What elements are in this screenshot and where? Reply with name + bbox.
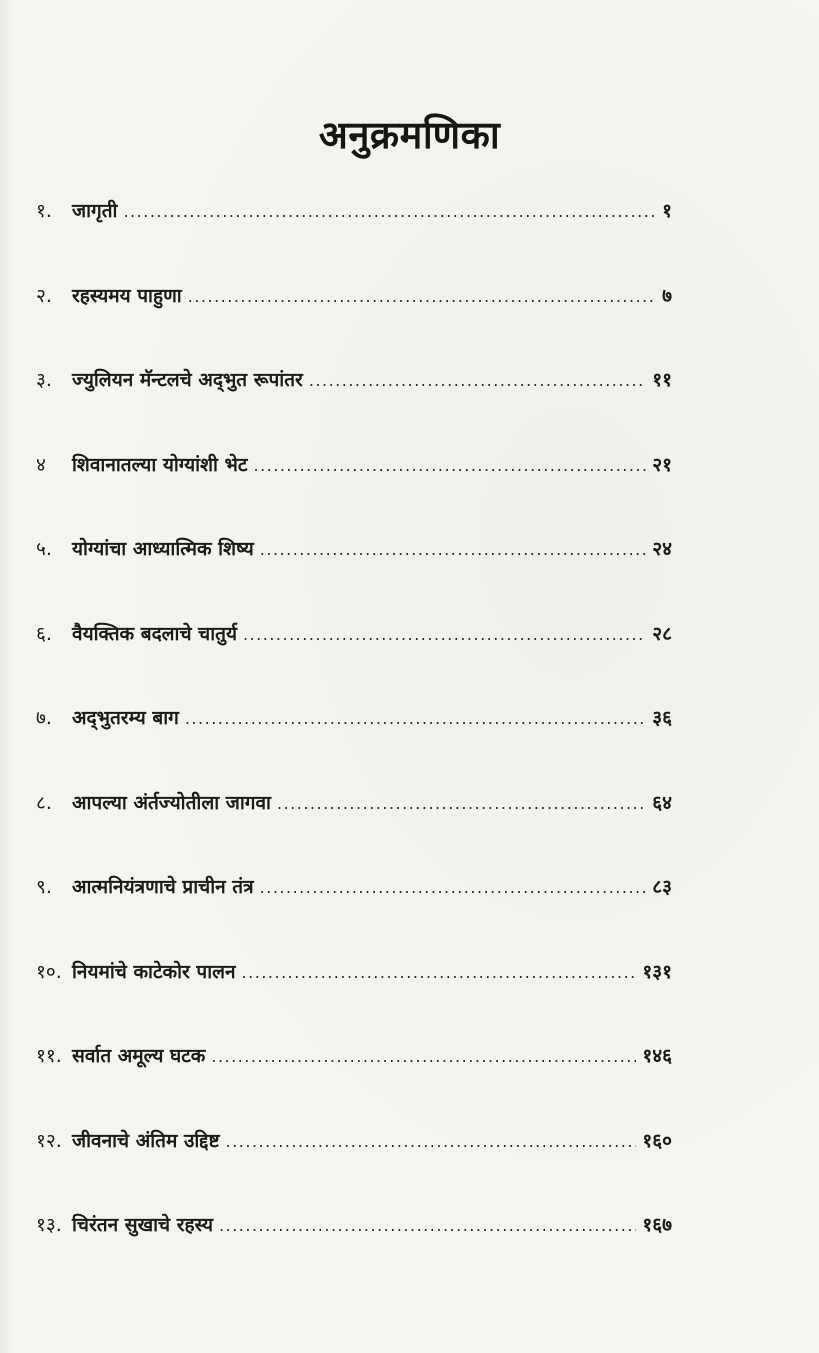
page-number: २१ (652, 453, 672, 476)
dot-leader (219, 1216, 636, 1235)
chapter-title: अद्‌भुतरम्य बाग (72, 707, 179, 729)
toc-entry (36, 1127, 672, 1212)
chapter-title: सर्वात अमूल्य घटक (72, 1045, 206, 1067)
chapter-title: रहस्यमय पाहुणा (72, 284, 182, 307)
page-number: १४६ (642, 1045, 672, 1067)
dot-leader (123, 202, 656, 221)
toc-entry (36, 958, 672, 1043)
chapter-number: ६. (36, 622, 52, 645)
dot-leader (188, 287, 656, 306)
chapter-number: ७. (36, 707, 52, 729)
page-number: १३१ (642, 960, 672, 983)
page-number: १६७ (642, 1214, 672, 1236)
chapter-number: १३. (36, 1214, 62, 1236)
chapter-number: २. (36, 284, 52, 307)
toc-entry (36, 1042, 672, 1127)
dot-leader (309, 371, 646, 390)
toc-entry (36, 535, 672, 620)
chapter-title: आत्मनियंत्रणाचे प्राचीन तंत्र (72, 876, 254, 898)
chapter-number: ४ (36, 453, 46, 476)
chapter-title: जागृती (72, 200, 118, 222)
toc-entry (36, 282, 672, 367)
dot-leader (277, 794, 646, 813)
page-number: २८ (652, 622, 672, 645)
chapter-number: ९. (36, 876, 52, 898)
chapter-title: आपल्या अंर्तज्योतीला जागवा (72, 791, 271, 814)
chapter-title: योग्यांचा आध्यात्मिक शिष्य (72, 538, 254, 560)
toc-entry (36, 197, 672, 282)
chapter-number: १. (36, 200, 52, 222)
toc-entry (36, 704, 672, 789)
page-number: ६४ (652, 791, 672, 814)
dot-leader (260, 878, 647, 897)
chapter-title: ज्युलियन मॅन्टलचे अद्‌भुत रूपांतर (72, 369, 303, 391)
chapter-title: शिवानातल्या योग्यांशी भेट (72, 453, 248, 476)
page-number: ८३ (652, 876, 672, 898)
toc-entry (36, 873, 672, 958)
page-number: १ (662, 200, 672, 222)
dot-leader (243, 625, 646, 644)
chapter-number: ३. (36, 369, 52, 391)
toc-entry (36, 789, 672, 874)
table-of-contents (36, 197, 672, 1296)
chapter-title: वैयक्तिक बदलाचे चातुर्य (72, 622, 237, 645)
dot-leader (260, 540, 646, 559)
dot-leader (211, 1047, 636, 1066)
dot-leader (226, 1132, 637, 1151)
page-number: ११ (652, 369, 672, 391)
chapter-title: चिरंतन सुखाचे रहस्य (72, 1214, 214, 1236)
chapter-number: १२. (36, 1129, 62, 1152)
toc-entry (36, 366, 672, 451)
chapter-number: १०. (36, 960, 62, 983)
toc-entry (36, 1211, 672, 1296)
chapter-title: नियमांचे काटेकोर पालन (72, 960, 236, 983)
page-number: २४ (652, 538, 672, 560)
page-title: अनुक्रमणिका (318, 112, 501, 157)
page-number: १६० (642, 1129, 672, 1152)
toc-entry (36, 620, 672, 705)
chapter-title: जीवनाचे अंतिम उद्दिष्ट (72, 1129, 220, 1152)
page-number: ७ (662, 284, 672, 307)
chapter-number: ५. (36, 538, 52, 560)
dot-leader (242, 963, 637, 982)
toc-entry (36, 451, 672, 536)
page-number: ३६ (652, 707, 672, 729)
chapter-number: ८. (36, 791, 52, 814)
chapter-number: ११. (36, 1045, 62, 1067)
dot-leader (185, 709, 646, 728)
dot-leader (253, 456, 646, 475)
